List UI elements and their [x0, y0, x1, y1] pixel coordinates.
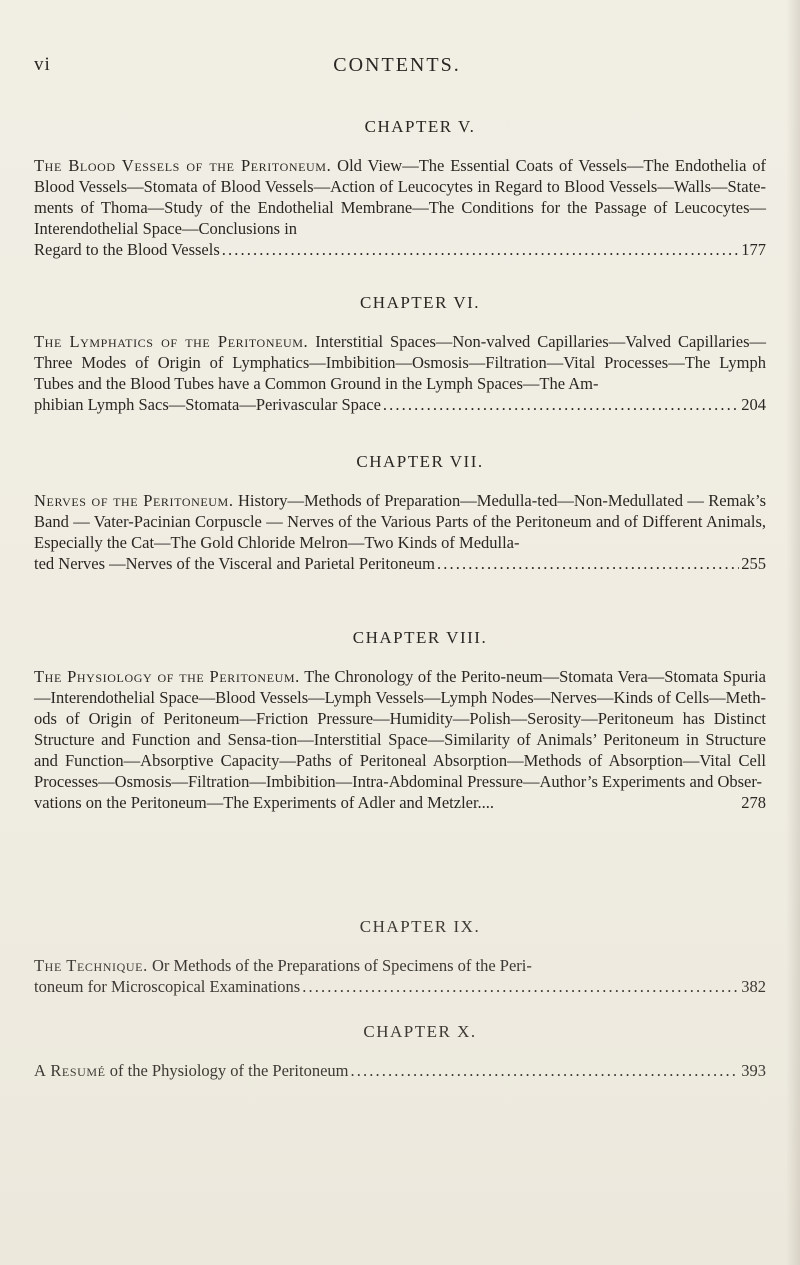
entry-last-line	[34, 553, 766, 574]
chapter-title: CHAPTER V.	[364, 117, 476, 136]
chapter-subject: The Lymphatics of the Peritoneum.	[34, 332, 309, 351]
chapter-description: The Chronology of the Perito-neum—Stomata Vera—Stomata Spuria—Interendothelial Space—Blood Vessels—Lymph Vessels—Lymph Nodes—Nerves—Kinds of Cells—Meth-ods of Origin of Peritoneum—Friction Pressure—Humidity—Polish—Serosity—Peritoneum has Distinct Structure and Function and Sensa-tion—Interstitial Space—Similarity of Animals’ Peritoneum in Structure and Function—Absorptive Capacity—Paths of Peritoneal Absorption—Methods of Absorption—Vital Cell Processes—Osmosis—Filtration—Imbibition—Intra-Abdominal Pressure—Author’s Experiments and Obser-	[34, 667, 766, 791]
entry-last-line	[34, 976, 766, 997]
chapter-title: CHAPTER VIII.	[352, 628, 488, 647]
entry-last-line	[34, 792, 766, 813]
page-header	[34, 54, 760, 84]
page-reference: 204	[741, 395, 766, 414]
chapter-entry	[34, 955, 766, 997]
chapter-entry	[34, 490, 766, 574]
chapter-description-end: toneum for Microscopical Examinations	[34, 977, 301, 996]
chapter-description-end: ted Nerves —Nerves of the Visceral and Parietal Peritoneum	[34, 554, 435, 573]
chapter-title: CHAPTER IX.	[359, 917, 481, 936]
entry-last-line	[34, 394, 766, 415]
dot-leaders	[351, 1060, 740, 1081]
page-reference: 278	[741, 793, 766, 812]
chapter-subject: The Technique.	[34, 956, 148, 975]
chapter-description-end: Regard to the Blood Vessels	[34, 240, 220, 259]
chapter-subject: The Blood Vessels of the Peritoneum.	[34, 156, 332, 175]
page-number: vi	[34, 54, 51, 75]
running-head: CONTENTS.	[333, 54, 461, 76]
chapter-description: Or Methods of the Preparations of Specimens of the Peri-	[151, 956, 532, 975]
chapter-entry	[34, 331, 766, 415]
chapter-description-end: vations on the Peritoneum—The Experiments of Adler and Metzler....	[34, 793, 495, 812]
page-edge-shadow	[786, 0, 800, 1265]
chapter-description-end: of the Physiology of the Peritoneum	[109, 1061, 349, 1080]
entry-last-line	[34, 239, 766, 260]
chapter-subject: Nerves of the Peritoneum.	[34, 491, 234, 510]
chapter-section	[34, 293, 766, 415]
entry-text-line	[34, 1060, 349, 1081]
page-reference: 255	[741, 554, 766, 573]
chapter-title: CHAPTER VI.	[359, 293, 481, 312]
chapter-entry	[34, 155, 766, 260]
chapter-title: CHAPTER X.	[363, 1022, 477, 1041]
chapter-entry	[34, 666, 766, 813]
page-reference: 382	[741, 977, 766, 996]
dot-leaders	[302, 976, 739, 997]
chapter-entry	[34, 1060, 766, 1081]
chapter-description-end: phibian Lymph Sacs—Stomata—Perivascular Space	[34, 395, 381, 414]
chapter-section	[34, 917, 766, 997]
chapter-subject: A Resumé	[34, 1061, 106, 1080]
page-reference: 393	[741, 1061, 766, 1080]
chapter-section	[34, 452, 766, 574]
page-reference: 177	[741, 240, 766, 259]
chapter-subject: The Physiology of the Peritoneum.	[34, 667, 300, 686]
dot-leaders	[383, 394, 739, 415]
entry-last-line	[34, 1060, 766, 1081]
chapter-description: History—Methods of Preparation—Medulla-ted—Non-Medullated — Remak’s Band — Vater-Pacinian Corpuscle — Nerves of the Various Parts of the Peritoneum and of Different Animals, Especially the Cat—The Gold Chloride Melron—Two Kinds of Medulla-	[34, 491, 766, 552]
chapter-description: Interstitial Spaces—Non-valved Capillaries—Valved Capillaries—Three Modes of Origin of Lymphatics—Imbibition—Osmosis—Filtration—Vital Processes—The Lymph Tubes and the Blood Tubes have a Common Ground in the Lymph Spaces—The Am-	[34, 332, 766, 393]
chapter-section	[34, 1022, 766, 1081]
dot-leaders	[437, 553, 739, 574]
chapter-section	[34, 117, 766, 260]
chapter-title: CHAPTER VII.	[356, 452, 484, 471]
dot-leaders	[222, 239, 739, 260]
chapter-section	[34, 628, 766, 813]
chapter-description: Old View—The Essential Coats of Vessels—The Endothelia of Blood Vessels—Stomata of Blood Vessels—Action of Leucocytes in Regard to Blood Vessels—Walls—State-ments of Thoma—Study of the Endothelial Membrane—The Conditions for the Passage of Leucocytes—Interendothelial Space—Conclusions in	[34, 156, 767, 238]
